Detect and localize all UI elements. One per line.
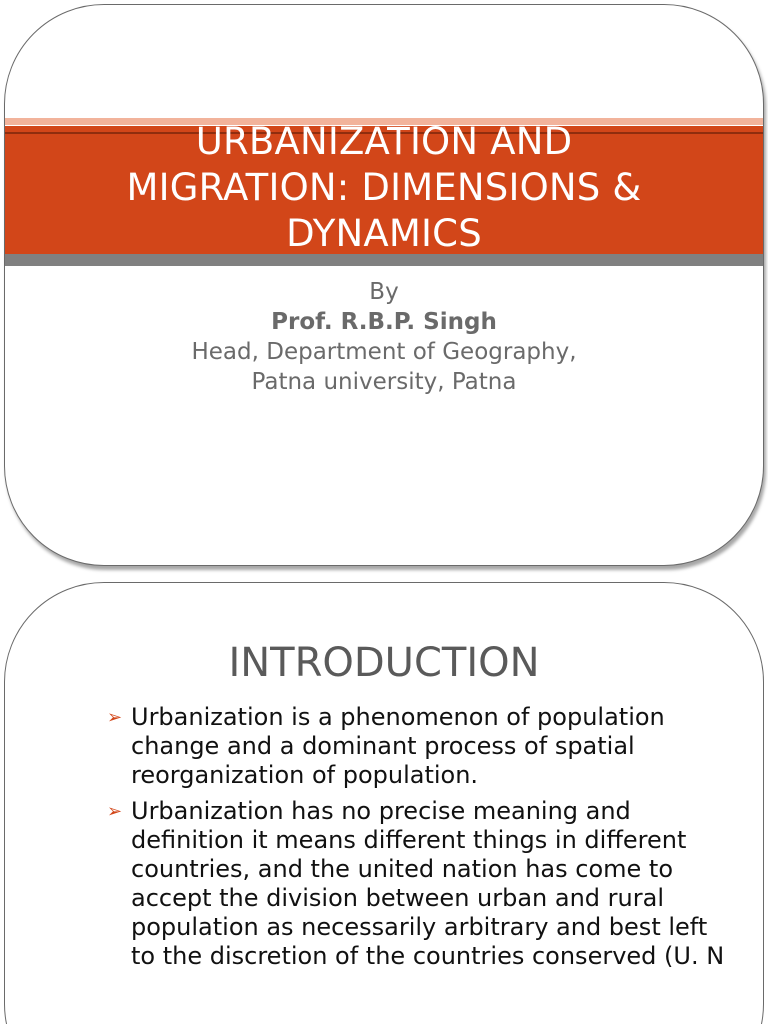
title-line-2: MIGRATION: DIMENSIONS &: [126, 166, 642, 209]
presentation-title: [5, 119, 763, 257]
author-institution: Patna university, Patna: [251, 369, 517, 395]
by-label: By: [369, 279, 399, 305]
arrow-bullet-icon: ➢: [107, 707, 123, 728]
bullet-text: Urbanization has no precise meaning and definition it means different things in different countries, and the united nation has come to accept the division between urban and rural population as necessarily arbitrary and best left to the discretion of the countries conserved (U. N: [131, 797, 725, 970]
bullet-text: Urbanization is a phenomenon of population change and a dominant process of spatial reorganization of population.: [131, 703, 665, 789]
introduction-slide: [4, 582, 764, 1024]
title-line-3: DYNAMICS: [286, 212, 482, 255]
title-slide: [4, 4, 764, 566]
byline: [5, 277, 763, 397]
title-line-1: URBANIZATION AND: [195, 120, 573, 163]
author-position: Head, Department of Geography,: [191, 339, 577, 365]
bullet-list: [85, 703, 735, 978]
arrow-bullet-icon: ➢: [107, 801, 123, 822]
list-item: [85, 703, 735, 790]
list-item: [85, 797, 735, 971]
slide-title: INTRODUCTION: [228, 640, 540, 686]
author-name: Prof. R.B.P. Singh: [271, 309, 497, 335]
